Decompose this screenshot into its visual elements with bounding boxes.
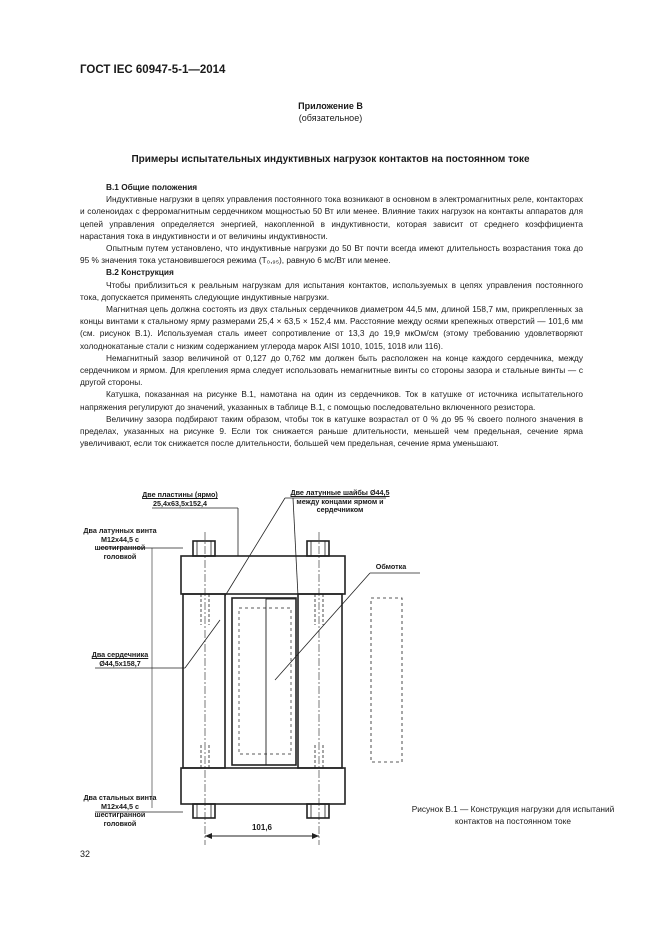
cores-label	[75, 651, 165, 668]
page-number: 32	[80, 849, 91, 859]
cores-text: Два сердечника	[91, 650, 149, 659]
section-heading: В.2 Конструкция	[106, 267, 174, 278]
paragraph: Индуктивные нагрузки в цепях управления постоянного тока возникают в основном в электромагнитных реле, контакторах и соленоидах с ферромагнитным сердечником мощностью 50 Вт или менее. Влияние таких нагрузок на контакты аппаратов для цепей управления определяется энергией, накопленной в индуктивности, которая зависит от среднего коэффициента нарастания тока в индуктивности и от величины индуктивности.	[80, 194, 583, 241]
paragraph: Чтобы приблизиться к реальным нагрузкам для испытания контактов, используемых в цепях управления постоянного тока, допускается применять следующие индуктивные нагрузки.	[80, 279, 583, 302]
annex-status: (обязательное)	[298, 113, 363, 123]
winding-outline	[371, 598, 402, 762]
plates-text: Две пластины (ярмо)	[142, 490, 218, 499]
plates-dim: 25,4х63,5х152,4	[153, 498, 207, 508]
washers-text: Две латунные шайбы Ø44,5	[290, 488, 390, 497]
bottom-yoke	[181, 768, 345, 804]
washers-label	[280, 489, 400, 515]
plates-label	[110, 491, 250, 508]
paragraph: Немагнитный зазор величиной от 0,127 до 0,762 мм должен быть расположен на конце каждого сердечника, между сердечником и ярмом. Для крепления ярма следует использовать немагнитные винты со стороны зазора и стальные винты — с другой стороны.	[80, 352, 583, 388]
paragraph: Величину зазора подбирают таким образом, чтобы ток в катушке возрастал от 0 % до 95 % своего полного значения в пределах, указанных на рисунке 9. Если ток снижается раньше длительности, меньшей чем предельная, сечение ярма увеличивают, если ток снижается после длительности, большей чем предельная, сечение ярма уменьшают.	[80, 413, 583, 449]
figure-caption: Рисунок В.1 — Конструкция нагрузки для испытаний контактов на постоянном токе	[411, 804, 615, 826]
winding-label: Обмотка	[375, 562, 407, 571]
paragraph: Магнитная цепь должна состоять из двух стальных сердечников диаметром 44,5 мм, длиной 158,7 мм, прикрепленных за концы винтами к стальному ярму размерами 25,4 × 63,5 × 152,4 мм. Расстояние между осями крепежных отверстий — 101,6 мм (см. рисунок В.1). Используемая сталь имеет сопротивление от 13,3 до 19,9 мкОм/см (этому требованию удовлетворяют холоднокатаные стали с низким содержанием углерода марок AISI 1010, 1015, 1018 или 116).	[80, 304, 583, 351]
paragraph: Опытным путем установлено, что индуктивные нагрузки до 50 Вт почти всегда имеют длительность возрастания тока до 95 % значения тока установившегося режима (T₀,₉₅), равную 6 мс/Вт или менее.	[80, 243, 583, 266]
steel-screws-label: Два стальных винта М12х44,5 с шестигранной головкой	[83, 793, 157, 828]
brass-screws-label: Два латунных винта М12х44,5 с шестигранной головкой	[83, 526, 157, 561]
distance-label: 101,6	[251, 823, 273, 832]
washers-note: между концами ярмом и сердечником	[296, 496, 384, 515]
coil-frame	[232, 598, 296, 765]
top-yoke	[181, 556, 345, 594]
left-core	[183, 594, 225, 768]
document-header: ГОСТ IEC 60947-5-1—2014	[80, 64, 226, 76]
main-title: Примеры испытательных индуктивных нагрузок контактов на постоянном токе	[131, 154, 530, 165]
paragraph: Катушка, показанная на рисунке В.1, намотана на один из сердечников. Ток в катушке от источника испытательного напряжения регулируют до значений, указанных в таблице В.1, с помощью последовательно включенного резистора.	[80, 389, 583, 412]
section-heading: В.1 Общие положения	[106, 182, 198, 192]
right-core	[298, 594, 342, 768]
cores-dim: Ø44,5х158,7	[99, 658, 141, 668]
annex-title: Приложение В	[298, 101, 363, 111]
